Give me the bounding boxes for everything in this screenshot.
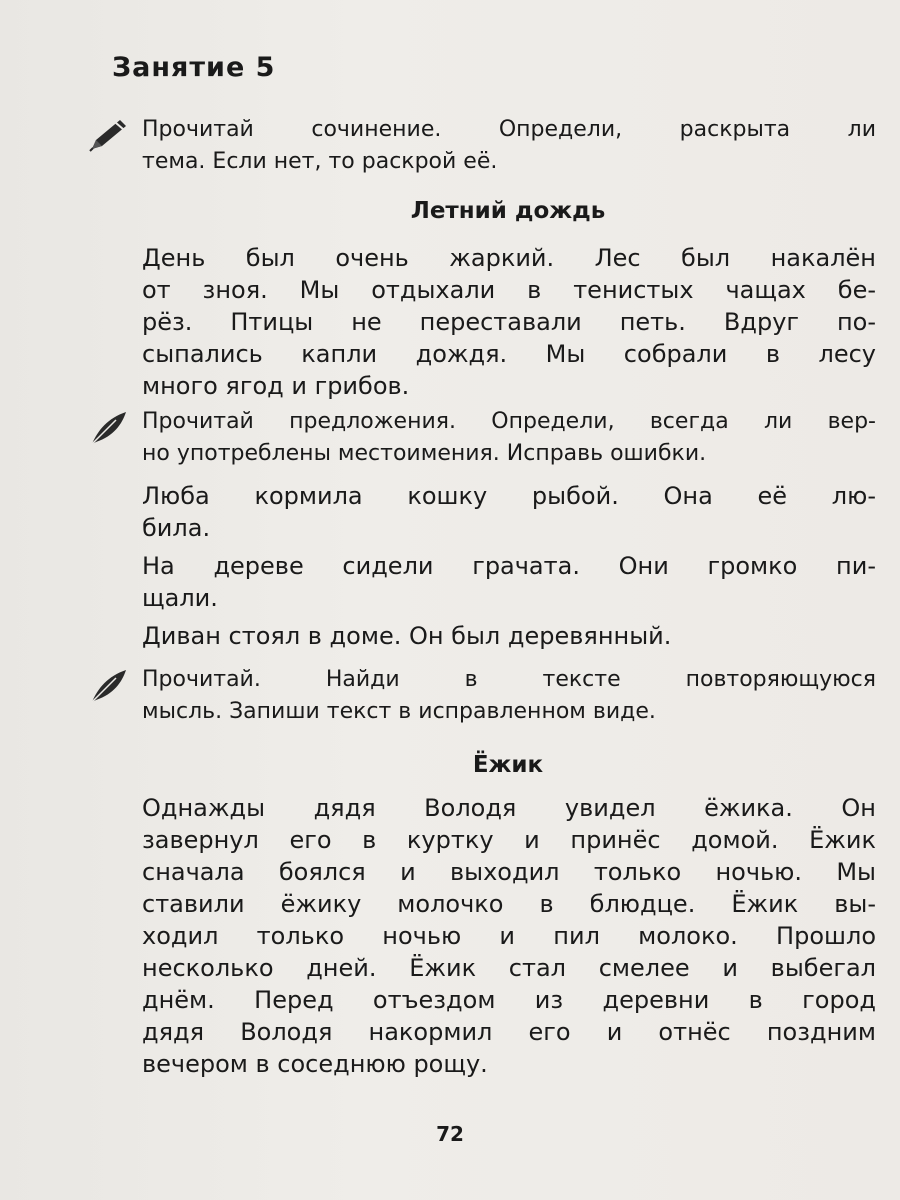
essay-line: от зноя. Мы отдыхали в тенистых чащах бе- [142,276,876,304]
story-line: ходил только ночью и пил молоко. Прошло [142,922,876,950]
sentence-line: Диван стоял в доме. Он был деревянный. [142,622,672,650]
task-3 [86,664,876,728]
sentence-line: щали. [142,584,218,612]
task-3-line: мысль. Запиши текст в исправленном виде. [142,699,656,724]
story-line: дядя Володя накормил его и отнёс поздним [142,1018,876,1046]
story-text [142,792,876,1080]
task-1-line: тема. Если нет, то раскрой её. [142,149,498,174]
story-line: несколько дней. Ёжик стал смелее и выбегал [142,954,876,982]
page-number: 72 [436,1122,464,1146]
task-2-text [142,406,876,470]
essay-title: Летний дождь [410,198,606,224]
task-2-line: но употреблены местоимения. Исправь ошибки. [142,441,707,466]
essay-line: День был очень жаркий. Лес был накалён [142,244,876,272]
essay-text [142,242,876,402]
task-3-line: Прочитай. Найди в тексте повторяющуюся [142,667,876,692]
task-2-line: Прочитай предложения. Определи, всегда ли вер- [142,409,876,434]
task-1-text [142,114,876,178]
task-3-text [142,664,876,728]
feather-icon [86,408,132,446]
sentence-line: На дереве сидели грачата. Они громко пи- [142,552,876,580]
sentences [142,480,876,652]
essay-line: много ягод и грибов. [142,372,410,400]
story-line: днём. Перед отъездом из деревни в город [142,986,876,1014]
pencil-icon [86,116,132,154]
sentence-line: Люба кормила кошку рыбой. Она её лю- [142,482,876,510]
story-line: завернул его в куртку и принёс домой. Ёжик [142,826,876,854]
feather-icon [86,666,132,704]
story-line: Однажды дядя Володя увидел ёжика. Он [142,794,876,822]
essay-line: сыпались капли дождя. Мы собрали в лесу [142,340,876,368]
task-1-line: Прочитай сочинение. Определи, раскрыта ли [142,117,876,142]
story-line: вечером в соседнюю рощу. [142,1050,488,1078]
task-1 [86,114,876,178]
lesson-title: Занятие 5 [112,52,276,83]
story-title: Ёжик [472,752,544,778]
story-line: ставили ёжику молочко в блюдце. Ёжик вы- [142,890,876,918]
essay-line: рёз. Птицы не переставали петь. Вдруг по- [142,308,876,336]
task-2 [86,406,876,470]
sentence-line: била. [142,514,211,542]
story-line: сначала боялся и выходил только ночью. Мы [142,858,876,886]
